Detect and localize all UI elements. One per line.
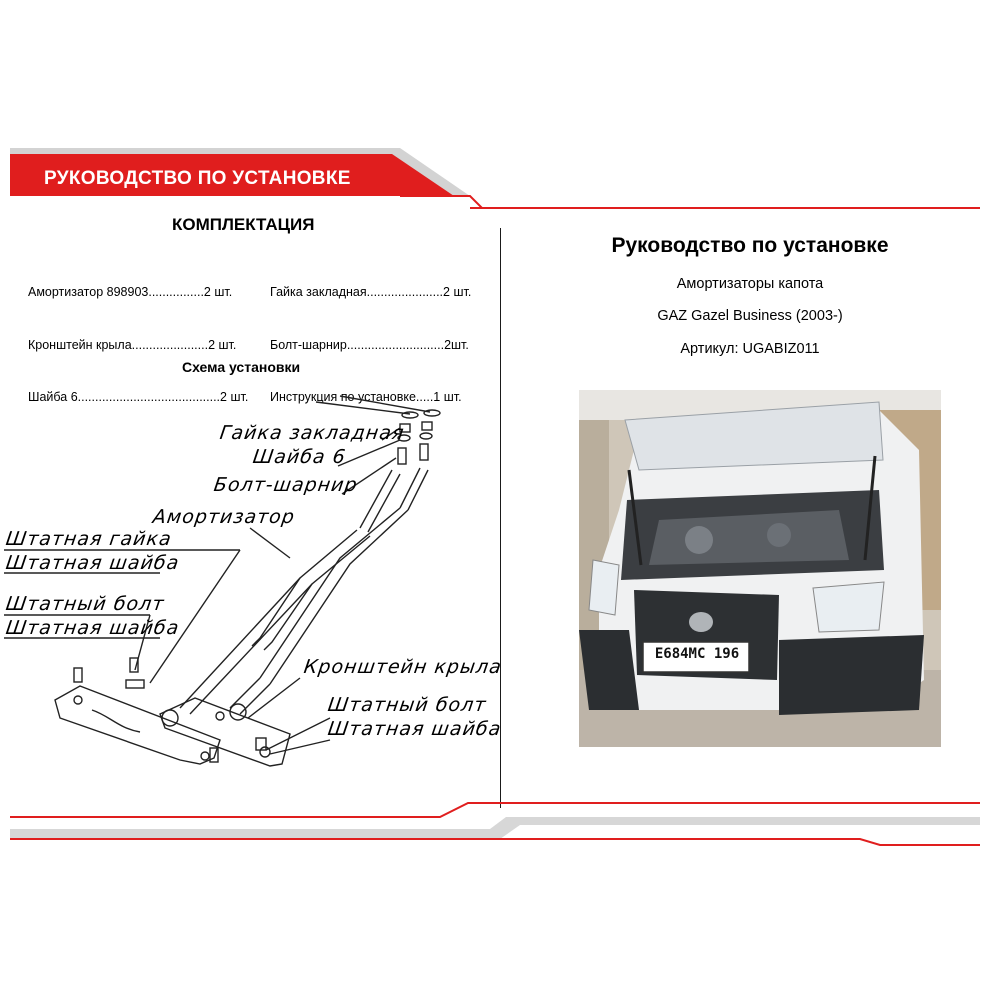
label-std-washer-1: Штатная шайба [4, 552, 181, 574]
kit-item: Кронштейн крыла......................2 шт. [28, 337, 237, 352]
label-std-bolt-2: Штатный болт [326, 694, 489, 716]
label-nut-insert: Гайка закладная [218, 422, 406, 444]
footer-decoration [0, 795, 1000, 855]
scheme-title: Схема установки [182, 359, 301, 375]
label-washer-6: Шайба 6 [251, 446, 348, 468]
kit-item: Шайба 6.........................................2 шт. [28, 390, 249, 404]
label-std-washer-3: Штатная шайба [326, 718, 503, 740]
kit-item: Гайка закладная......................2 шт. [270, 285, 472, 299]
installation-diagram [0, 378, 504, 798]
label-damper: Амортизатор [151, 506, 297, 528]
product-subtitle: Амортизаторы капота [676, 276, 824, 292]
product-photo [579, 390, 941, 747]
kit-item: Амортизатор 898903................2 шт. [28, 285, 233, 299]
product-title: Руководство по установке [611, 234, 889, 257]
label-std-nut: Штатная гайка [4, 528, 174, 550]
label-wing-bracket: Кронштейн крыла [302, 656, 504, 678]
van-illustration [579, 390, 941, 747]
kit-item: Болт-шарнир............................2шт. [270, 337, 469, 352]
label-std-bolt-1: Штатный болт [4, 593, 167, 615]
label-ball-bolt: Болт-шарнир [212, 474, 360, 496]
product-model: GAZ Gazel Business (2003-) [657, 308, 843, 324]
kit-title: КОМПЛЕКТАЦИЯ [172, 215, 315, 234]
license-plate: Е684МС 196 [654, 646, 740, 662]
kit-item: Инструкция по установке.....1 шт. [270, 390, 462, 404]
label-std-washer-2: Штатная шайба [4, 617, 181, 639]
product-article: Артикул: UGABIZ011 [680, 341, 820, 357]
banner-title: РУКОВОДСТВО ПО УСТАНОВКЕ [44, 168, 351, 189]
